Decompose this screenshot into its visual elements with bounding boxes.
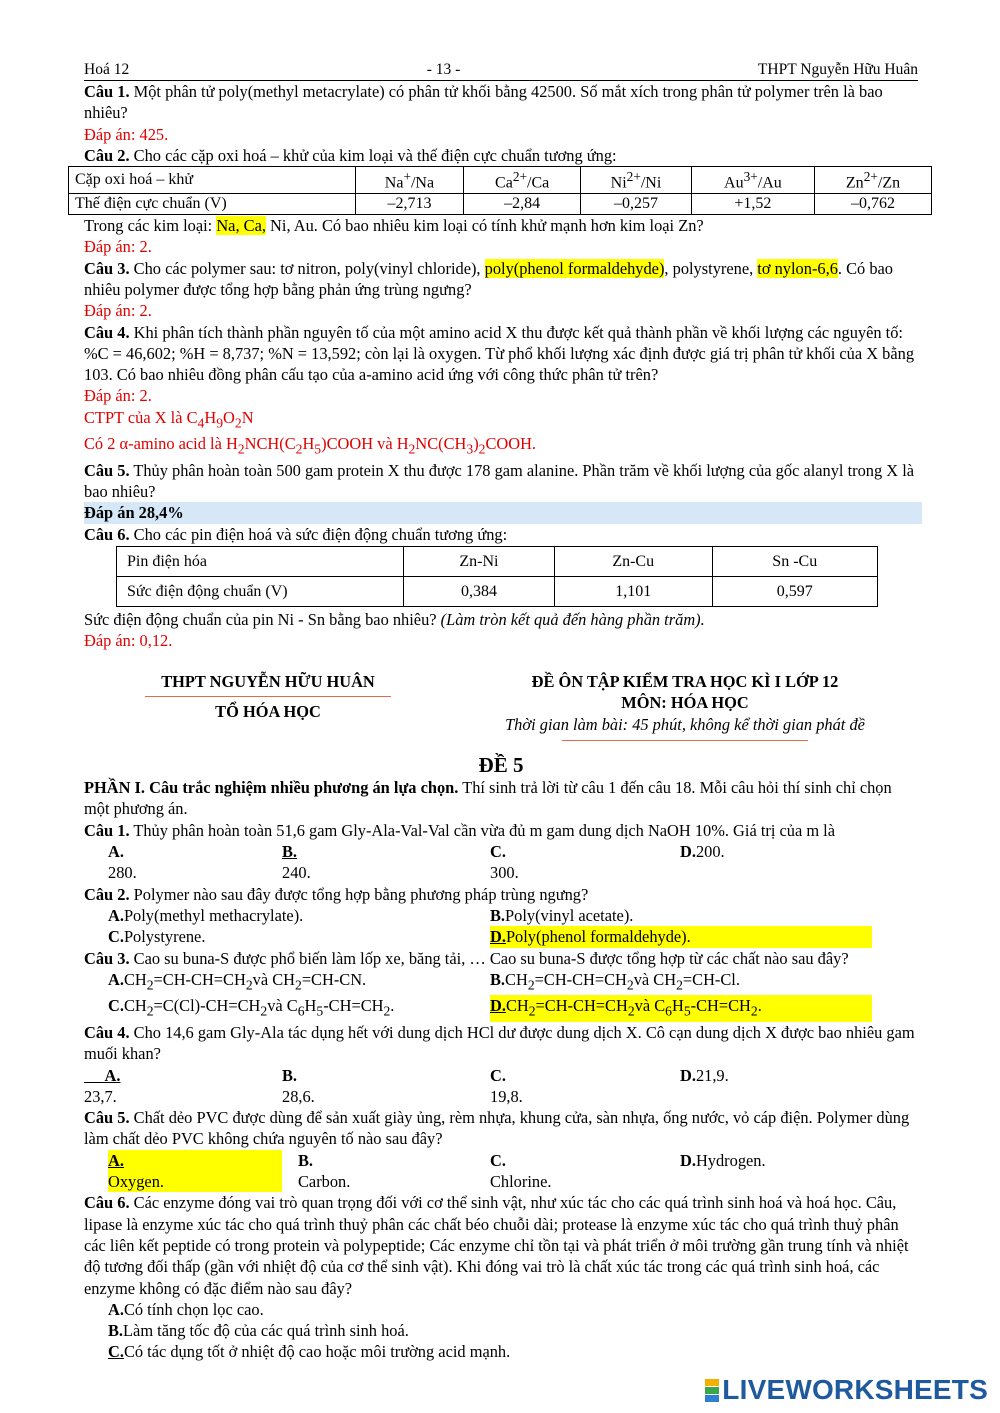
question-3: Câu 3. Cao su buna-S được phổ biến làm lốp xe, băng tải, … Cao su buna-S được tổng hợp từ các chất nào sau đây? xyxy=(84,948,849,968)
question-1-options xyxy=(84,841,918,884)
option-d[interactable]: D.21,9. xyxy=(680,1065,729,1085)
option-a[interactable]: A.280. xyxy=(108,842,137,883)
option-b[interactable]: B.Poly(vinyl acetate). xyxy=(490,905,634,925)
page-header xyxy=(84,60,918,81)
subject: MÔN: HÓA HỌC xyxy=(621,693,749,713)
prev-q4: Câu 4. Khi phân tích thành phần nguyên tố của một amino acid X thu được kết quả thành phần về khối lượng các nguyên tố: %C = 46,602; %H = 8,737; %N = 13,592; còn lại là oxygen. Từ phổ khối lượng xác định được giá trị phân tử khối của X bằng 103. Có bao nhiêu đồng phân cấu tạo của a-amino acid ứng với công thức phân tử trên? xyxy=(84,322,915,385)
option-d[interactable]: D.Hydrogen. xyxy=(680,1150,766,1170)
option-d[interactable]: D.Poly(phenol formaldehyde). xyxy=(490,926,872,947)
exam-title: ĐỀ ÔN TẬP KIỂM TRA HỌC KÌ I LỚP 12 xyxy=(531,671,839,691)
header-right: THPT Nguyễn Hữu Huân xyxy=(757,61,918,78)
prev-q1-answer: Đáp án: 425. xyxy=(84,124,169,144)
prev-q2-answer: Đáp án: 2. xyxy=(84,237,152,257)
option-a[interactable]: A.Poly(methyl methacrylate). xyxy=(108,905,304,925)
question-2-options-row2 xyxy=(84,926,918,947)
option-b[interactable]: $B.CH_2=CH-CH=CH_2và$ $CH_2=CH-Cl$. xyxy=(490,969,740,993)
option-c[interactable]: $C.CH_2=C(Cl)-CH=CH_2và$ $C_6H_5-CH=CH_2$. xyxy=(108,996,395,1019)
prev-q2-text: Trong các kim loại: Na, Ca, Ni, Au. Có bao nhiêu kim loại có tính khử mạnh hơn kim loại Zn? xyxy=(84,216,704,236)
question-2-options-row1 xyxy=(84,905,918,926)
logo-mark-icon xyxy=(705,1379,719,1402)
time-limit: Thời gian làm bài: 45 phút, không kể thời gian phát đề xyxy=(505,714,865,734)
document-page xyxy=(75,60,918,1363)
option-c[interactable]: C.300. xyxy=(490,842,519,883)
exam-title-block xyxy=(452,671,918,742)
question-4-options xyxy=(84,1065,918,1108)
department: TỔ HÓA HỌC xyxy=(215,702,321,722)
question-5: Câu 5. Chất dẻo PVC được dùng để sản xuất giày ủng, rèm nhựa, khung cửa, sàn nhựa, ống nước, vỏ cáp điện. Polymer dùng làm chất dẻo PVC không chứa nguyên tố nào sau đây? xyxy=(84,1108,910,1149)
question-1: Câu 1. Thủy phân hoàn toàn 51,6 gam Gly-Ala-Val-Val cần vừa đủ m gam dung dịch NaOH 10%. Giá trị của m là xyxy=(84,820,836,840)
exam-code-title: ĐỀ 5 xyxy=(478,753,524,778)
divider xyxy=(562,740,808,741)
table-row: Thế điện cực chuẩn (V) –2,713 –2,84 –0,257 +1,52 –0,762 xyxy=(69,194,932,215)
emf-table xyxy=(116,546,878,607)
prev-q4-note: Có 2 α-amino acid là $H_2NCH(C_2H_5)COOH$ và $H_2NC(CH_3)_2COOH$. xyxy=(84,434,537,457)
question-3-options-row1 xyxy=(84,969,918,996)
question-3-options-row2 xyxy=(84,995,918,1022)
prev-q4-answer: Đáp án: 2. xyxy=(84,386,152,406)
question-6: Câu 6. Các enzyme đóng vai trò quan trọng đối với cơ thể sinh vật, như xúc tác cho các quá trình sinh hoá và hoá học. Câu, lipase là enzyme xúc tác cho quá trình thuỷ phân các chất béo chuỗi dài; protease là enzyme xúc tác cho quá trình thuỷ phân các liên kết peptide có trong protein và polypeptide; Các enzyme chỉ tồn tại và phát triển ở môi trường gần trung tính và nhiệt độ tương đối thấp (gần với nhiệt độ của cơ thể sinh vật). Khi đóng vai trò là chất xúc tác trong các quá trình sinh hoá, các enzyme không có đặc điểm nào sau đây? xyxy=(84,1193,909,1298)
divider xyxy=(145,696,391,697)
option-b[interactable]: B.28,6. xyxy=(282,1065,315,1106)
prev-q4-formula: CTPT của X là $C_4H_9O_2N$ xyxy=(84,407,254,430)
school-name: THPT NGUYỄN HỮU HUÂN xyxy=(161,671,375,691)
prev-q6-answer: Đáp án: 0,12. xyxy=(84,631,173,651)
prev-q1: Câu 1. Một phân tử poly(methyl metacrylate) có phân tử khối bằng 42500. Số mắt xích trong phân tử polymer trên là bao nhiêu? xyxy=(84,82,883,123)
page-number: - 13 - xyxy=(426,61,461,78)
option-c[interactable]: C.Chlorine. xyxy=(490,1150,552,1192)
question-6-option-c[interactable]: C.Có tác dụng tốt ở nhiệt độ cao hoặc môi trường acid mạnh. xyxy=(108,1342,511,1362)
option-a[interactable]: A.23,7. xyxy=(84,1065,121,1106)
table-row: Sức điện động chuẩn (V) 0,384 1,101 0,597 xyxy=(117,577,878,607)
prev-q6-text: Sức điện động chuẩn của pin Ni - Sn bằng bao nhiêu? (Làm tròn kết quả đến hàng phần trăm). xyxy=(84,610,705,630)
question-5-options xyxy=(84,1150,918,1193)
exam-header xyxy=(84,671,918,742)
part1-instructions: PHẦN I. Câu trắc nghiệm nhiều phương án lựa chọn. Thí sinh trả lời từ câu 1 đến câu 18. Mỗi câu hỏi thí sinh chỉ chọn một phương án. xyxy=(84,778,892,819)
table-row: Pin điện hóa Zn-Ni Zn-Cu Sn -Cu xyxy=(117,547,878,577)
option-a[interactable]: $A.CH_2=CH-CH=CH_2và$ $CH_2=CH-CN$. xyxy=(108,969,367,993)
prev-q2: Câu 2. Cho các cặp oxi hoá – khử của kim loại và thế điện cực chuẩn tương ứng: xyxy=(84,145,617,165)
option-d[interactable]: $D.CH_2=CH-CH=CH_2và$ $C_6H_5-CH=CH_2$. xyxy=(490,995,872,1022)
question-4: Câu 4. Cho 14,6 gam Gly-Ala tác dụng hết với dung dịch HCl dư được dung dịch X. Cô cạn dung dịch X được bao nhiêu gam muối khan? xyxy=(84,1022,915,1064)
question-2: Câu 2. Polymer nào sau đây được tổng hợp bằng phương pháp trùng ngưng? xyxy=(84,884,589,904)
school-block xyxy=(84,671,452,742)
prev-q3: Câu 3. Cho các polymer sau: tơ nitron, poly(vinyl chloride), poly(phenol formaldehyde), polystyrene, tơ nylon-6,6. Có bao nhiêu polymer được tổng hợp bằng phản ứng trùng ngưng? xyxy=(84,258,893,299)
prev-q5-answer: Đáp án 28,4% xyxy=(84,502,922,523)
electrode-potential-table xyxy=(68,166,932,215)
option-d[interactable]: D.200. xyxy=(680,842,725,862)
question-6-option-a[interactable]: A.Có tính chọn lọc cao. xyxy=(108,1299,264,1319)
prev-q6: Câu 6. Cho các pin điện hoá và sức điện động chuẩn tương ứng: xyxy=(84,524,508,544)
option-a[interactable]: A.Oxygen. xyxy=(108,1150,298,1193)
header-left: Hoá 12 xyxy=(84,61,130,78)
question-6-option-b[interactable]: B.Làm tăng tốc độ của các quá trình sinh hoá. xyxy=(108,1321,409,1341)
option-c[interactable]: C.Polystyrene. xyxy=(108,927,206,947)
prev-q5: Câu 5. Thủy phân hoàn toàn 500 gam protein X thu được 178 gam alanine. Phần trăm về khối lượng của gốc alanyl trong X là bao nhiêu? xyxy=(84,460,915,502)
liveworksheets-logo: LIVEWORKSHEETS xyxy=(705,1374,988,1406)
prev-q3-answer: Đáp án: 2. xyxy=(84,301,152,321)
option-c[interactable]: C.19,8. xyxy=(490,1065,523,1106)
option-b[interactable]: B.240. xyxy=(282,842,311,883)
table-row: Cặp oxi hoá – khử Na+/Na $Ca^{2+}/Ca$ $Ni^{2+}/Ni$ $Au^{3+}/Au$ $Zn^{2+}/Zn$ xyxy=(69,167,932,194)
option-b[interactable]: B.Carbon. xyxy=(298,1150,351,1192)
